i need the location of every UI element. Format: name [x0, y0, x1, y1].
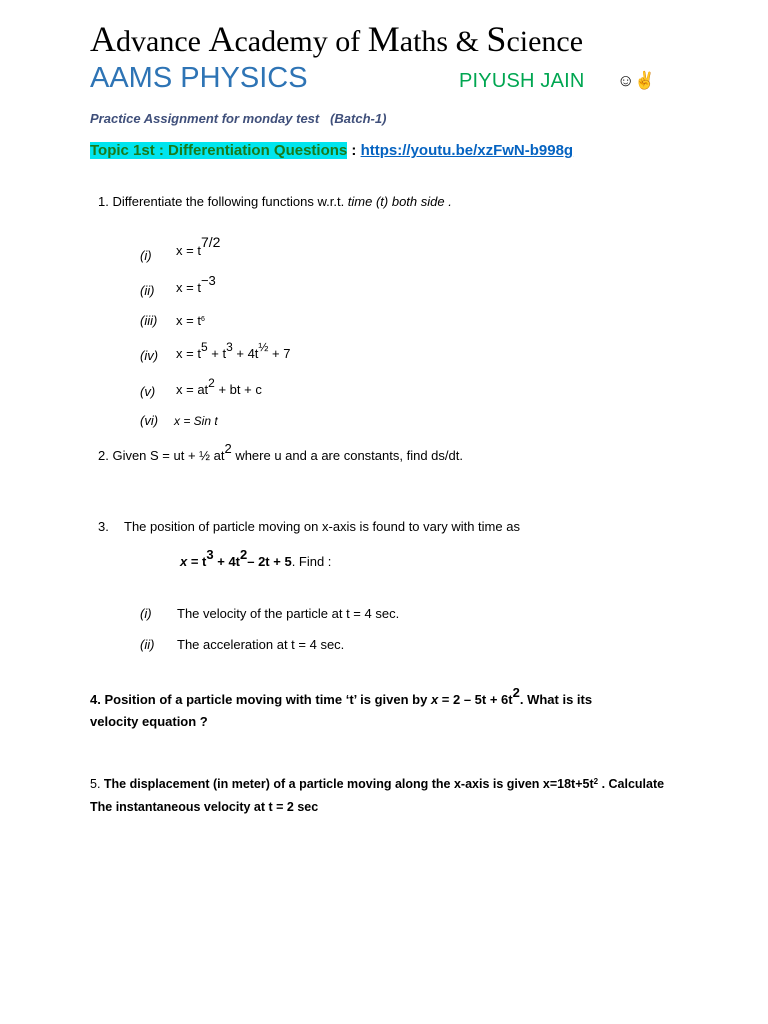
- q4-text: = 2 – 5t + 6t: [438, 692, 513, 707]
- q4-text: 4. Position of a particle moving with time ‘t’ is given by: [90, 692, 431, 707]
- expr-exponent: ½: [258, 340, 269, 355]
- title-rest: cience: [506, 25, 584, 58]
- assignment-label: Practice Assignment for monday test: [90, 111, 320, 126]
- eq-exponent: 3: [206, 546, 214, 562]
- q2-pre: 2. Given S = ut + ½ at: [98, 448, 225, 463]
- q3-text: The position of particle moving on x-axis is found to vary with time as: [124, 519, 520, 534]
- q5-text: . Calculate: [598, 777, 665, 791]
- q1-item-expr: [176, 313, 205, 328]
- expr-base: + t: [207, 346, 227, 361]
- question-1: [98, 194, 452, 209]
- expr-exponent: 5: [200, 340, 208, 355]
- q1-item-num: (iii): [140, 313, 158, 328]
- q1-item-num: (v): [140, 384, 156, 399]
- expr-exponent: 7/2: [200, 234, 221, 251]
- q3-part-text: The acceleration at t = 4 sec.: [177, 637, 345, 652]
- q1-prefix: 1. Differentiate the following functions w.r.t.: [98, 194, 348, 209]
- q1-item-expr: [176, 234, 221, 258]
- q5-exponent: 2: [593, 776, 599, 786]
- q3-part-text: The velocity of the particle at t = 4 sec.: [177, 606, 400, 621]
- expr-base: x = t: [176, 346, 201, 361]
- expr-exponent: −3: [200, 272, 216, 288]
- expr-exponent: 6: [200, 316, 205, 324]
- question-2: [98, 440, 463, 463]
- expr-base: x = t: [176, 280, 201, 295]
- q1-item-num: (iv): [140, 348, 159, 363]
- expr-exponent: 3: [226, 340, 233, 355]
- eq-variable: x: [180, 554, 188, 569]
- title-cap: A: [208, 19, 235, 59]
- q1-item-num: (ii): [140, 283, 155, 298]
- expr-base: x = t: [176, 313, 201, 328]
- eq-part: + 4t: [213, 554, 240, 569]
- q2-post: where u and a are constants, find ds/dt.: [231, 448, 463, 463]
- title-rest: cademy of: [234, 25, 368, 58]
- eq-part: = t: [187, 554, 207, 569]
- expr-base: + 4t: [232, 346, 259, 361]
- expr-exponent: 2: [208, 376, 215, 391]
- q2-exponent: 2: [224, 440, 232, 456]
- q4-exponent: 2: [512, 684, 520, 700]
- q1-item-expr: [176, 272, 216, 295]
- title-rest: aths &: [399, 25, 487, 58]
- q1-item-num: (i): [140, 248, 152, 263]
- academy-title: [90, 18, 583, 60]
- q1-item-num: (vi): [140, 413, 159, 428]
- q3-number: 3.: [98, 519, 109, 534]
- topic-separator: :: [347, 142, 361, 159]
- q3-equation: [180, 546, 332, 569]
- expr-base: x = t: [176, 243, 201, 258]
- q3-part-num: (i): [140, 606, 152, 621]
- assignment-line: [90, 111, 386, 126]
- q4-line-1: [90, 684, 593, 707]
- expr-base: x = at: [176, 382, 209, 397]
- smiley-victory-icon: ☺✌: [617, 71, 656, 90]
- q1-item-expr: x = Sin t: [174, 414, 218, 428]
- eq-find: . Find :: [291, 554, 332, 569]
- q1-suffix: time (t) both side .: [347, 194, 452, 209]
- title-cap: S: [486, 19, 507, 59]
- expr-base: + bt + c: [214, 382, 262, 397]
- batch-label: (Batch-1): [330, 111, 387, 126]
- youtube-link[interactable]: https://youtu.be/xzFwN-b998g: [360, 142, 574, 159]
- q4-text: . What is its: [519, 692, 593, 707]
- q5-number: 5.: [90, 777, 104, 791]
- aams-physics-heading: AAMS PHYSICS: [90, 62, 308, 94]
- q3-part-num: (ii): [140, 637, 155, 652]
- q1-item-expr: [176, 376, 262, 397]
- eq-exponent: 2: [240, 546, 248, 562]
- expr-base: + 7: [268, 346, 291, 361]
- title-cap: M: [367, 19, 400, 59]
- eq-part: – 2t + 5: [247, 554, 292, 569]
- title-rest: dvance: [116, 25, 209, 58]
- q5-line-1: [90, 777, 664, 791]
- q4-line-2: velocity equation ?: [90, 714, 208, 729]
- q5-text: The displacement (in meter) of a particle moving along the x-axis is given x=18t+5t: [103, 777, 594, 791]
- q1-item-expr: [176, 340, 291, 361]
- title-cap: A: [90, 19, 116, 59]
- topic-line: [90, 142, 573, 159]
- topic-label: Topic 1st : Differentiation Questions: [90, 142, 348, 159]
- eq-variable: x: [430, 692, 439, 707]
- author-name: PIYUSH JAIN: [459, 70, 585, 92]
- q5-line-2: The instantaneous velocity at t = 2 sec: [90, 800, 319, 814]
